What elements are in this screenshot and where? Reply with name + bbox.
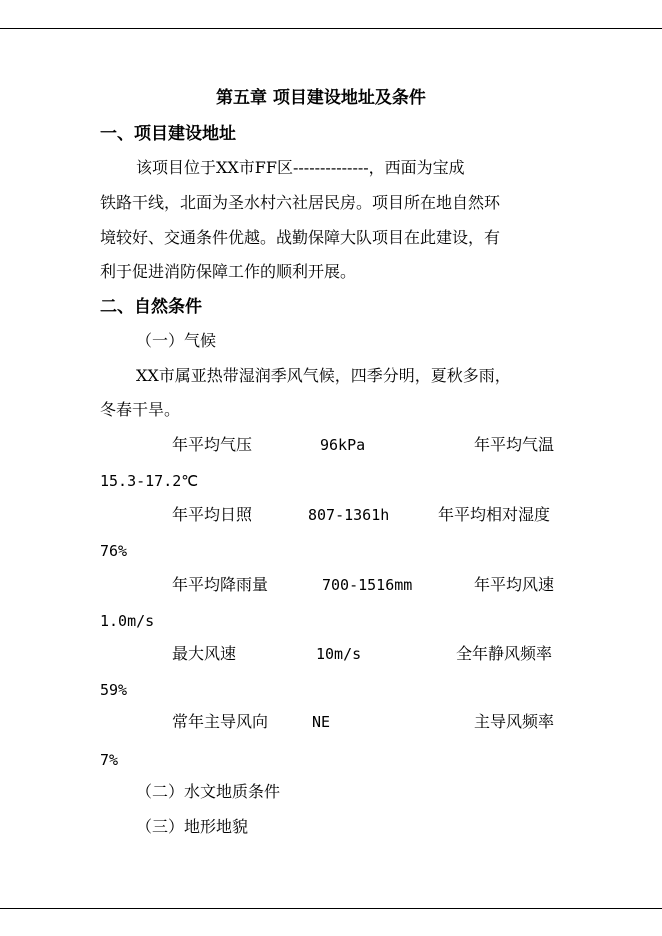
stat-value: NE bbox=[312, 713, 331, 731]
site-paragraph-line: 利于促进消防保障工作的顺利开展。 bbox=[100, 262, 357, 281]
section-heading-natural: 二、自然条件 bbox=[100, 297, 202, 317]
subsection-heading-climate: （一）气候 bbox=[136, 331, 217, 350]
stat-value: 1.0m/s bbox=[100, 612, 155, 630]
chapter-title: 第五章 项目建设地址及条件 bbox=[216, 88, 426, 108]
header-rule bbox=[0, 28, 662, 29]
section-heading-site: 一、项目建设地址 bbox=[100, 124, 236, 144]
stat-label: 全年静风频率 bbox=[456, 644, 553, 663]
stat-value: 10m/s bbox=[316, 645, 362, 663]
stat-value: 76% bbox=[100, 542, 128, 560]
stat-label: 年平均风速 bbox=[474, 575, 555, 594]
stat-value: 807-1361h bbox=[308, 506, 390, 524]
stat-value: 96kPa bbox=[320, 436, 366, 454]
climate-intro-line: 冬春干旱。 bbox=[100, 400, 181, 419]
stat-label: 常年主导风向 bbox=[172, 712, 269, 731]
site-paragraph-line: 该项目位于XX市FF区--------------，西面为宝成 bbox=[136, 158, 465, 177]
stat-value: 59% bbox=[100, 681, 128, 699]
stat-label: 主导风频率 bbox=[474, 712, 555, 731]
stat-label: 年平均降雨量 bbox=[172, 575, 269, 594]
stat-value: 7% bbox=[100, 751, 119, 769]
footer-rule bbox=[0, 908, 662, 909]
stat-value: 700-1516mm bbox=[322, 576, 413, 594]
stat-label: 年平均气温 bbox=[474, 435, 555, 454]
subsection-heading-terrain: （三）地形地貌 bbox=[136, 817, 249, 836]
site-paragraph-line: 铁路干线，北面为圣水村六社居民房。项目所在地自然环 bbox=[100, 193, 501, 212]
stat-label: 年平均气压 bbox=[172, 435, 253, 454]
stat-label: 年平均相对湿度 bbox=[438, 505, 551, 524]
stat-label: 最大风速 bbox=[172, 644, 237, 663]
stat-value: 15.3-17.2℃ bbox=[100, 472, 199, 490]
climate-intro-line: XX市属亚热带湿润季风气候，四季分明，夏秋多雨， bbox=[136, 366, 511, 385]
site-paragraph-line: 境较好、交通条件优越。战勤保障大队项目在此建设，有 bbox=[100, 228, 501, 247]
subsection-heading-hydrology: （二）水文地质条件 bbox=[136, 782, 281, 801]
stat-label: 年平均日照 bbox=[172, 505, 253, 524]
